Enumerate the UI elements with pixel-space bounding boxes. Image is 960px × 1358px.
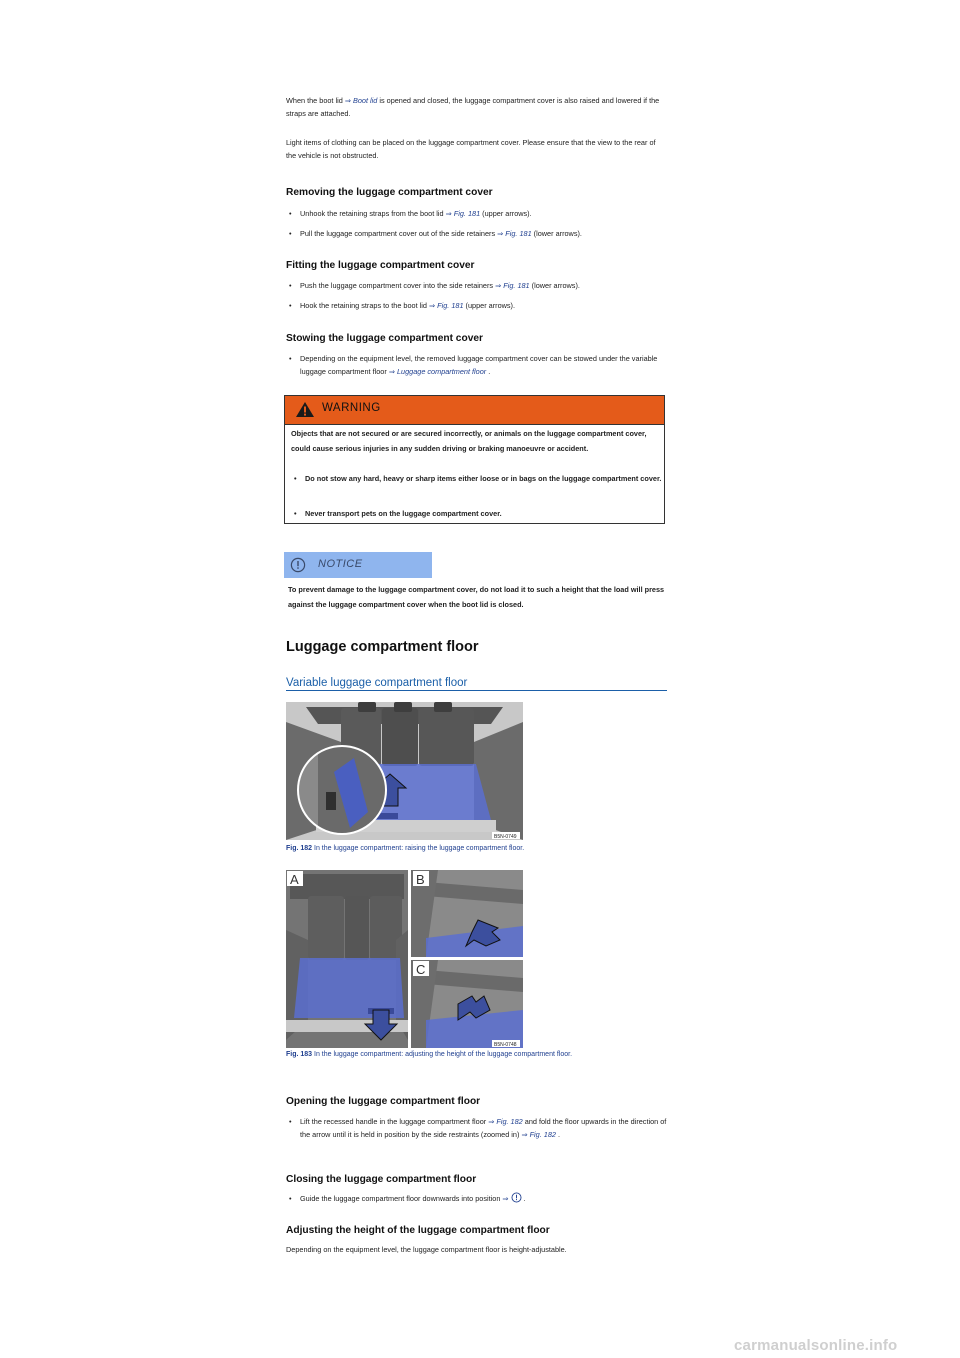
warning-box [284,395,665,524]
notice-link[interactable]: ⇒ [502,1194,509,1203]
removing-step-1: • Unhook the retaining straps from the boot lid ⇒ Fig. 181 (upper arrows). [288,207,678,220]
stowing-heading: Stowing the luggage compartment cover [286,333,483,344]
fig-181-link[interactable]: ⇒ Fig. 181 [429,301,464,310]
figure-183-caption: Fig. 183 In the luggage compartment: adjusting the height of the luggage compartment floor. [286,1051,573,1058]
panel-b-label: B [416,872,425,887]
fitting-step-1: • Push the luggage compartment cover into the side retainers ⇒ Fig. 181 (lower arrows). [288,279,678,292]
panel-c-label: C [416,962,426,977]
warning-point-1: • Do not stow any hard, heavy or sharp items either loose or in bags on the luggage compartment cover. [293,472,665,485]
warning-header [285,396,664,425]
luggage-floor-link[interactable]: ⇒ Luggage compartment floor [388,367,487,376]
notice-text: To prevent damage to the luggage compartment cover, do not load it to such a height that the load will press against the luggage compartment cover when the boot lid is closed. [288,585,665,609]
adjusting-paragraph: Depending on the equipment level, the luggage compartment floor is height-adjustable. [286,1245,567,1254]
removing-step-2: • Pull the luggage compartment cover out of the side retainers ⇒ Fig. 181 (lower arrows). [288,227,678,240]
intro-paragraph-2: Light items of clothing can be placed on the luggage compartment cover. Please ensure that the view to the rear of the vehicle is not obstructed. [286,138,656,160]
figure-182-caption: Fig. 182 In the luggage compartment: raising the luggage compartment floor. [286,845,525,852]
footer-watermark: carmanualsonline.info [734,1337,898,1354]
adjusting-heading: Adjusting the height of the luggage compartment floor [286,1225,550,1236]
fitting-heading: Fitting the luggage compartment cover [286,260,475,271]
figure-183-code: B5N-0748 [494,1042,517,1048]
closing-heading: Closing the luggage compartment floor [286,1174,477,1185]
fig-181-link[interactable]: ⇒ Fig. 181 [495,281,530,290]
opening-step-1: • Lift the recessed handle in the luggage compartment floor ⇒ Fig. 182 and fold the floor upwards in the direction of the arrow until it is held in position by the side restraints (zoomed in) ⇒ Fig. 182 . [288,1115,670,1141]
intro-paragraph-1: When the boot lid ⇒ Boot lid is opened and closed, the luggage compartment cover is also raised and lowered if the straps are attached. [286,96,660,118]
warning-triangle-icon [295,401,315,418]
figure-182-image [286,702,523,840]
opening-heading: Opening the luggage compartment floor [286,1096,481,1107]
stowing-step-1: • Depending on the equipment level, the removed luggage compartment cover can be stowed under the variable luggage compartment floor ⇒ Luggage compartment floor . [288,352,660,378]
figure-183-image [286,870,523,1048]
exclamation-circle-icon[interactable] [511,1192,522,1203]
fig-182-link[interactable]: ⇒ Fig. 182 [488,1117,523,1126]
fig-182-link[interactable]: ⇒ Fig. 182 [521,1130,556,1139]
boot-lid-link[interactable]: ⇒ Boot lid [344,96,378,105]
closing-step-1: • Guide the luggage compartment floor downwards into position ⇒ . [288,1192,678,1205]
warning-text: Objects that are not secured or are secured incorrectly, or animals on the luggage compartment cover, could cause serious injuries in any sudden driving or braking manoeuvre or accident. [291,429,647,453]
figure-182-code: B5N-0749 [494,834,517,840]
section-title: Luggage compartment floor [286,639,479,655]
fig-181-link[interactable]: ⇒ Fig. 181 [497,229,532,238]
notice-title: NOTICE [318,558,363,570]
warning-point-2: • Never transport pets on the luggage compartment cover. [293,507,665,520]
notice-header [284,552,432,578]
panel-a-label: A [290,872,299,887]
exclamation-circle-icon [290,557,306,573]
section-subtitle: Variable luggage compartment floor [286,677,667,691]
fig-181-link[interactable]: ⇒ Fig. 181 [445,209,481,218]
removing-heading: Removing the luggage compartment cover [286,187,493,198]
warning-title: WARNING [322,402,381,414]
fitting-step-2: • Hook the retaining straps to the boot lid ⇒ Fig. 181 (upper arrows). [288,299,678,312]
